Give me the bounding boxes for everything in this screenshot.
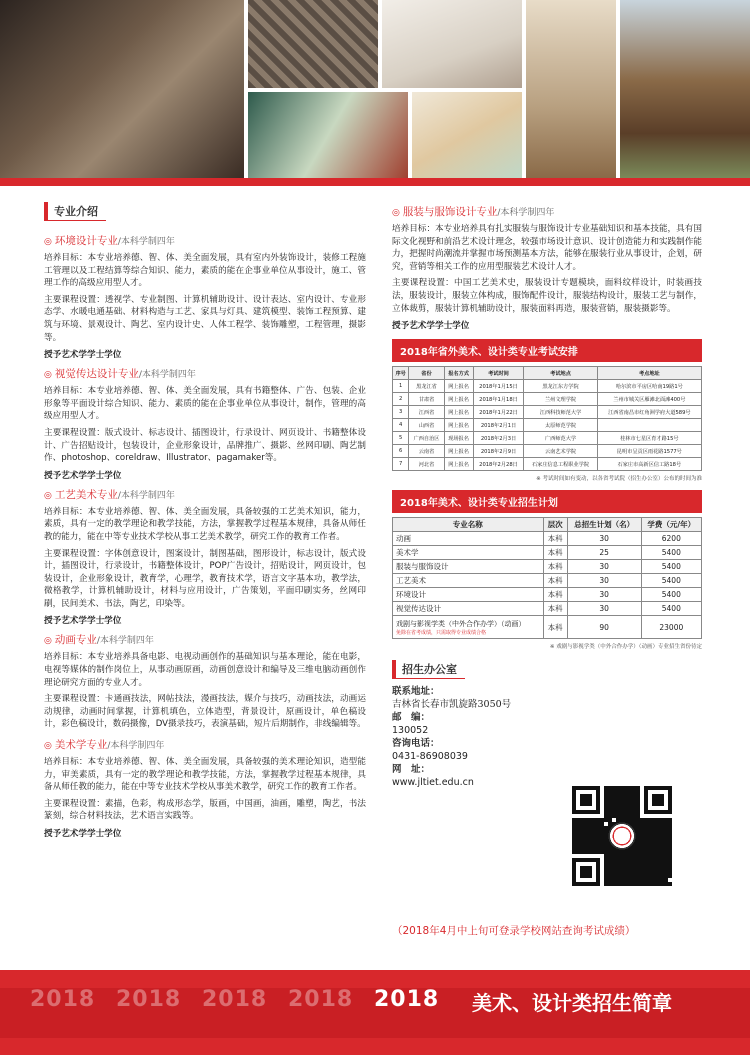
plan-cell: 本科 <box>543 602 567 616</box>
program-animation <box>44 632 366 731</box>
exam-cell: 兰州文理学院 <box>524 393 597 406</box>
program-degree: 授予艺术学学士学位 <box>44 829 122 839</box>
plan-cell: 本科 <box>543 588 567 602</box>
program-goal: 培养目标：本专业培养具有扎实服装与服饰设计专业基础知识和基本技能，具有国际文化视野和前沿艺术设计理念，较强市场设计意识、设计创造能力和实践制作能力，把握时尚潮流并掌握市场预测基本方法，能够在服装行业从事设计，企划，研究，营销等相关工作的应用型服装艺术设计人才。 <box>392 224 702 272</box>
footer-year: 2018 <box>374 987 440 1012</box>
exam-header-cell: 报名方式 <box>444 367 473 380</box>
photo-fashion-display <box>0 0 244 178</box>
plan-cell: 视觉传达设计 <box>393 602 544 616</box>
plan-table-header <box>393 518 702 532</box>
program-environment-design <box>44 233 366 360</box>
table-row <box>393 574 702 588</box>
exam-cell: 网上报名 <box>444 380 473 393</box>
exam-cell: 2018年1月22日 <box>473 406 524 419</box>
plan-cell: 30 <box>567 588 641 602</box>
exam-cell: 2018年1月15日 <box>473 380 524 393</box>
exam-cell: 山西省 <box>409 419 444 432</box>
exam-cell: 5 <box>393 432 409 445</box>
exam-cell: 2018年2月28日 <box>473 458 524 471</box>
program-courses: 主要课程设置：透视学、专业制图、计算机辅助设计、设计表达、室内设计、专业形态学、水暖电通基础、材料构造与工艺、家具与灯具、建筑模型、装饰工程预算、建筑与环境、景观设计、陶艺、室内设计史、人体工程学、装饰雕塑，工程管理，摄影等。 <box>44 294 366 343</box>
exam-cell: 江西省 <box>409 406 444 419</box>
program-title: ◎ 环境设计专业/本科学制四年 <box>44 235 175 247</box>
exam-cell: 6 <box>393 445 409 458</box>
photo-fabric-wall <box>248 0 378 88</box>
program-degree: 授予艺术学学士学位 <box>44 470 122 481</box>
exam-cell: 河北省 <box>409 458 444 471</box>
exam-cell: 1 <box>393 380 409 393</box>
plan-header-cell: 层次 <box>543 518 567 532</box>
footer-year-faded: 2018 <box>30 987 96 1012</box>
plan-cell: 服装与服饰设计 <box>393 560 544 574</box>
circle-bullet-icon: ◎ <box>392 208 400 218</box>
plan-cell: 30 <box>567 560 641 574</box>
exam-cell: 2018年1月18日 <box>473 393 524 406</box>
exam-cell: 黑龙江东方学院 <box>524 380 597 393</box>
circle-bullet-icon: ◎ <box>44 741 52 752</box>
plan-cell: 本科 <box>543 546 567 560</box>
post-value: 130052 <box>392 725 429 737</box>
table-row <box>393 588 702 602</box>
program-degree: 授予艺术学学士学位 <box>44 616 122 627</box>
exam-cell: 江西省南昌市红角洲学府大道589号 <box>597 406 701 419</box>
plan-cell: 本科 <box>543 574 567 588</box>
exam-header-cell: 考试时间 <box>473 367 524 380</box>
exam-table-note: ※ 考试时间如有变动，以各省考试院（招生办公室）公布的时间为准 <box>536 476 702 483</box>
exam-header-cell: 序号 <box>393 367 409 380</box>
program-courses: 主要课程设置：卡通画技法，网帖技法，漫画技法，媒介与技巧，动画技法，动画运动规律，动画时间掌握，计算机填色，立体造型，背景设计，原画设计，单色稿设计，彩色稿设计，数码摄像，DV摄录技巧，表演基础，短片后期制作，非线编辑等。 <box>44 694 366 730</box>
header-photo-collage <box>0 0 750 178</box>
exam-cell: 云南省 <box>409 445 444 458</box>
top-red-bar <box>0 178 750 186</box>
exam-cell: 网上报名 <box>444 445 473 458</box>
table-row <box>393 393 702 406</box>
program-goal: 培养目标：本专业培养具备电影、电视动画创作的基础知识与基本理论，能在电影，电视等媒体的制作岗位上，从事动画原画，动画创意设计和编导及三维电脑动画创作理论研究方面的专业人才。 <box>44 652 366 688</box>
admissions-office <box>392 658 702 789</box>
exam-cell: 广西自治区 <box>409 432 444 445</box>
plan-cell <box>393 616 544 639</box>
plan-cell: 本科 <box>543 560 567 574</box>
program-goal: 培养目标：本专业培养德、智、体、美全面发展，具备较强的工艺美术知识，能力，素质，具有一定的教学理论和教学技能，方法，掌握教学过程基本规律，具备从师任教的能力，能在中等专业技术学校从事工艺美术教学，研究工作的教育工作者。 <box>44 506 366 542</box>
circle-bullet-icon: ◎ <box>44 237 52 247</box>
plan-cell: 5400 <box>641 560 701 574</box>
exam-cell: 桂林市七星区育才路15号 <box>597 432 701 445</box>
plan-cell: 环境设计 <box>393 588 544 602</box>
program-visual-communication <box>44 366 366 481</box>
exam-table-title: 2018年省外美术、设计类专业考试安排 <box>392 339 702 362</box>
plan-cell: 5400 <box>641 602 701 616</box>
footer-banner <box>0 970 750 1055</box>
exam-cell: 2018年2月1日 <box>473 419 524 432</box>
exam-cell: 网上报名 <box>444 458 473 471</box>
photo-design-posters <box>248 92 408 178</box>
enrollment-plan <box>392 490 702 650</box>
program-goal: 培养目标：本专业培养德、智、体、美全面发展，具有室内外装饰设计，装修工程施工管理以及工程结算等综合知识、能力，素质的能在企事业单位从事设计，施工、管理工作的高级应用型人才。 <box>44 253 366 289</box>
exam-header-cell: 考点地址 <box>597 367 701 380</box>
web-label: 网 址： <box>392 764 431 776</box>
program-fine-arts <box>44 737 366 839</box>
plan-cell: 30 <box>567 602 641 616</box>
plan-cell: 5400 <box>641 588 701 602</box>
exam-cell: 石家庄市高新区信工路18号 <box>597 458 701 471</box>
exam-cell: 4 <box>393 419 409 432</box>
program-title: ◎ 工艺美术专业/本科学制四年 <box>44 488 175 501</box>
photo-jar-products <box>526 0 616 178</box>
score-query-note: （2018年4月中上旬可登录学校网站查询考试成绩） <box>392 925 636 937</box>
table-row <box>393 406 702 419</box>
exam-cell: 江西科技师范大学 <box>524 406 597 419</box>
exam-cell: 网上报名 <box>444 393 473 406</box>
exam-cell: 黑龙江省 <box>409 380 444 393</box>
table-row <box>393 560 702 574</box>
exam-header-cell: 省份 <box>409 367 444 380</box>
program-title: ◎ 视觉传达设计专业/本科学制四年 <box>44 368 196 381</box>
program-title: ◎ 服装与服饰设计专业/本科学制四年 <box>392 206 555 218</box>
plan-table-title: 2018年美术、设计类专业招生计划 <box>392 490 702 513</box>
plan-cell: 23000 <box>641 616 701 639</box>
footer-year-faded: 2018 <box>116 987 182 1012</box>
program-goal: 培养目标：本专业培养德、智、体、美全面发展，具备较强的美术理论知识，造型能力，审美素质，具有一定的教学理论和教学技能，方法，掌握教学过程基本规律，具备从师任教的能力，能在中等专业技术学校从事美术教学，研究工作的教育工作者。 <box>44 757 366 793</box>
exam-cell <box>597 419 701 432</box>
exam-cell: 哈尔滨市平房区哈南19路1号 <box>597 380 701 393</box>
program-courses: 主要课程设置：字体创意设计，图案设计，制图基础，图形设计，标志设计，版式设计，插图设计，行录设计，书籍整体设计，POP广告设计，招贴设计，网页设计，包装设计，企业形象设计，教育学，心理学，教育技术学，语言文字基本功，教学法，微格教学，计算机辅助设计，材料与应用设计，广告策划，平面印刷实务，丝网印刷，民间美术、书法，陶艺，印染等。 <box>44 548 366 609</box>
exam-cell: 2 <box>393 393 409 406</box>
plan-cell: 本科 <box>543 532 567 546</box>
table-row <box>393 419 702 432</box>
footer-year-faded: 2018 <box>202 987 268 1012</box>
plan-cell: 工艺美术 <box>393 574 544 588</box>
exam-cell: 昆明市呈贡区雨花路1577号 <box>597 445 701 458</box>
program-degree: 授予艺术学学士学位 <box>392 321 470 332</box>
office-contact <box>392 685 702 789</box>
program-title: ◎ 美术学专业/本科学制四年 <box>44 739 165 752</box>
phone-value: 0431-86908039 <box>392 751 468 763</box>
plan-cell: 美术学 <box>393 546 544 560</box>
circle-bullet-icon: ◎ <box>44 370 52 381</box>
web-value[interactable]: www.jltiet.edu.cn <box>392 777 474 789</box>
plan-cell: 本科 <box>543 616 567 639</box>
circle-bullet-icon: ◎ <box>44 636 52 647</box>
exam-cell: 3 <box>393 406 409 419</box>
exam-cell: 太原师范学院 <box>524 419 597 432</box>
program-courses: 主要课程设置：素描，色彩，构成形态学，版画，中国画，油画，雕塑，陶艺，书法篆刻，综合材料技法，艺术语言实践等。 <box>44 798 366 822</box>
table-row <box>393 445 702 458</box>
table-row <box>393 616 702 639</box>
circle-bullet-icon: ◎ <box>44 490 52 501</box>
majors-section-heading: 专业介绍 <box>44 202 106 221</box>
address-value: 吉林省长春市凯旋路3050号 <box>392 699 512 711</box>
exam-table-header <box>393 367 702 380</box>
special-program-note: 免除在省考成绩，只需取得专业成绩合格 <box>396 629 487 636</box>
plan-cell: 25 <box>567 546 641 560</box>
photo-stationery <box>412 92 522 178</box>
exam-schedule <box>392 339 702 482</box>
plan-cell: 30 <box>567 574 641 588</box>
exam-cell: 石家庄信息工程职业学院 <box>524 458 597 471</box>
exam-table <box>392 366 702 471</box>
footer-year-faded: 2018 <box>288 987 354 1012</box>
phone-label: 咨询电话： <box>392 738 440 750</box>
left-column <box>44 200 366 841</box>
exam-cell: 7 <box>393 458 409 471</box>
plan-cell: 动画 <box>393 532 544 546</box>
program-courses: 主要课程设置：中国工艺美术史，服装设计专题模块，面料纹样设计，时装画技法，服装设计，服装立体构成，服饰配件设计，服装结构设计，服装工艺与制作，立体裁剪，服装计算机辅助设计，服装面料再造，服装营销，服装摄影等。 <box>392 278 702 314</box>
plan-header-cell: 学费（元/年） <box>641 518 701 532</box>
exam-cell: 兰州市城关区雁滩北面滩400号 <box>597 393 701 406</box>
program-goal: 培养目标：本专业培养德、智、体、美全面发展，具有书籍整体、广告、包装、企业形象等平面设计综合知识、能力、素质的能在企事业单位从事设计，制作，管理的高级应用型人才。 <box>44 386 366 422</box>
special-program-name: 戏剧与影视学类（中外合作办学）（动画） <box>396 619 526 628</box>
table-row <box>393 432 702 445</box>
program-title: ◎ 动画专业/本科学制四年 <box>44 634 154 647</box>
exam-cell: 网上报名 <box>444 406 473 419</box>
table-row <box>393 546 702 560</box>
plan-table <box>392 517 702 639</box>
program-degree: 授予艺术学学士学位 <box>44 350 122 361</box>
plan-cell: 5400 <box>641 546 701 560</box>
exam-cell: 2018年2月3日 <box>473 432 524 445</box>
exam-cell: 甘肃省 <box>409 393 444 406</box>
plan-cell: 5400 <box>641 574 701 588</box>
table-row <box>393 532 702 546</box>
exam-cell: 广西师范大学 <box>524 432 597 445</box>
photo-sketch-drawing <box>382 0 522 88</box>
photo-house-model <box>620 0 750 178</box>
office-heading: 招生办公室 <box>392 660 465 679</box>
right-column <box>392 200 702 789</box>
plan-header-cell: 专业名称 <box>393 518 544 532</box>
table-row <box>393 380 702 393</box>
program-fashion-design <box>392 204 702 331</box>
footer-title: 美术、设计类招生简章 <box>472 991 672 1015</box>
exam-cell: 现场报名 <box>444 432 473 445</box>
plan-cell: 30 <box>567 532 641 546</box>
exam-cell: 2018年2月9日 <box>473 445 524 458</box>
plan-table-note: ※ 戏剧与影视学类（中外合作办学）（动画）专业招生省份待定 <box>549 644 702 651</box>
exam-cell: 网上报名 <box>444 419 473 432</box>
exam-header-cell: 考试地点 <box>524 367 597 380</box>
address-label: 联系地址： <box>392 686 440 698</box>
post-label: 邮 编： <box>392 712 431 724</box>
program-courses: 主要课程设置：版式设计、标志设计、插图设计，行录设计、网页设计、书籍整体设计、广告招贴设计，包装设计，企业形象设计，品牌推广、摄影、丝网印刷、陶艺制作、photoshop、coreldraw、Illustrator、pagamaker等。 <box>44 427 366 464</box>
plan-cell: 90 <box>567 616 641 639</box>
table-row <box>393 602 702 616</box>
program-arts-crafts <box>44 487 366 627</box>
table-row <box>393 458 702 471</box>
plan-header-cell: 总招生计划（名） <box>567 518 641 532</box>
plan-cell: 6200 <box>641 532 701 546</box>
qr-code-icon <box>572 786 672 886</box>
exam-cell: 云南艺术学院 <box>524 445 597 458</box>
